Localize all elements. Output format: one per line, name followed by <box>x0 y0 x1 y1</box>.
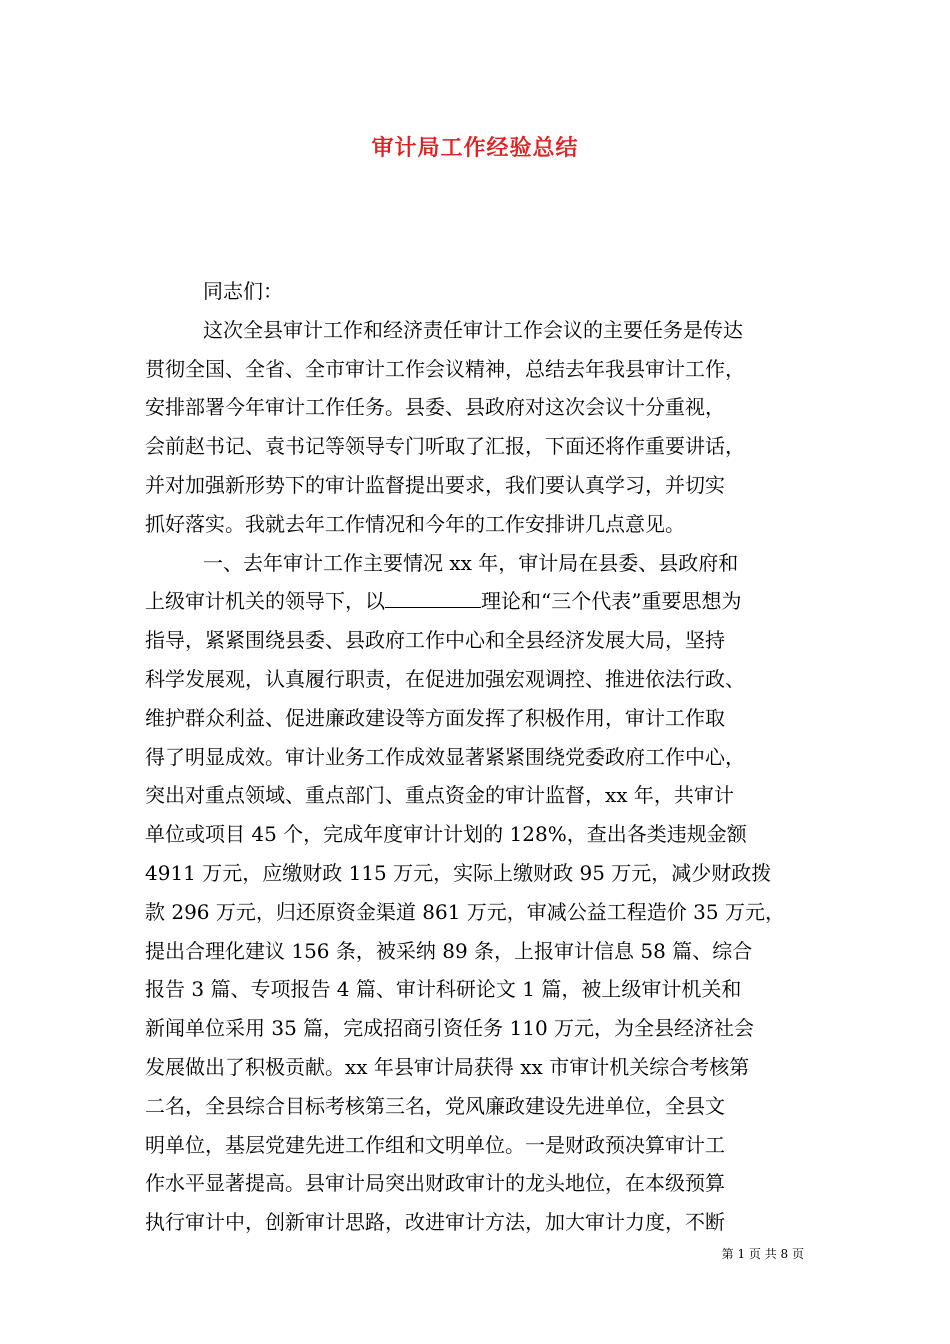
text-line: 提出合理化建议 156 条，被采纳 89 条，上报审计信息 58 篇、综合 <box>145 938 753 963</box>
text-line: 指导，紧紧围绕县委、县政府工作中心和全县经济发展大局，坚持 <box>145 628 725 653</box>
text-line-with-blank <box>145 582 805 621</box>
salutation-line: 同志们： <box>203 279 283 303</box>
text-line: 款 296 万元，归还原资金渠道 861 万元，审减公益工程造价 35 万元， <box>145 899 785 924</box>
text-line: 执行审计中，创新审计思路，改进审计方法，加大审计力度，不断 <box>145 1210 725 1235</box>
text-line: 二名，全县综合目标考核第三名，党风廉政建设先进单位，全县文 <box>145 1093 725 1118</box>
text-segment: 上级审计机关的领导下，以 <box>145 589 385 614</box>
text-line: 贯彻全国、全省、全市审计工作会议精神，总结去年我县审计工作， <box>145 356 745 381</box>
text-line: 安排部署今年审计工作任务。县委、县政府对这次会议十分重视， <box>145 395 725 420</box>
text-line: 单位或项目 45 个，完成年度审计计划的 128%，查出各类违规金额 <box>145 822 747 847</box>
text-line: 维护群众利益、促进廉政建设等方面发挥了积极作用，审计工作取 <box>145 705 725 730</box>
text-line: 作水平显著提高。县审计局突出财政审计的龙头地位，在本级预算 <box>145 1171 725 1196</box>
text-line: 4911 万元，应缴财政 115 万元，实际上缴财政 95 万元，减少财政拨 <box>145 860 772 885</box>
text-line: 报告 3 篇、专项报告 4 篇、审计科研论文 1 篇，被上级审计机关和 <box>145 977 742 1002</box>
section-heading-line: 一、去年审计工作主要情况 xx 年，审计局在县委、县政府和 <box>203 550 739 575</box>
text-line: 得了明显成效。审计业务工作成效显著紧紧围绕党委政府工作中心， <box>145 744 745 769</box>
text-line: 会前赵书记、袁书记等领导专门听取了汇报，下面还将作重要讲话， <box>145 434 745 459</box>
document-title: 审计局工作经验总结 <box>371 136 579 161</box>
page-number-footer: 第 1 页 共 8 页 <box>721 1247 804 1261</box>
text-line: 这次全县审计工作和经济责任审计工作会议的主要任务是传达 <box>203 317 743 342</box>
fill-in-blank <box>385 589 481 608</box>
text-line: 新闻单位采用 35 篇，完成招商引资任务 110 万元，为全县经济社会 <box>145 1016 755 1041</box>
text-line: 突出对重点领域、重点部门、重点资金的审计监督，xx 年，共审计 <box>145 783 734 808</box>
text-line: 科学发展观，认真履行职责，在促进加强宏观调控、推进依法行政、 <box>145 666 745 691</box>
text-line: 明单位，基层党建先进工作组和文明单位。一是财政预决算审计工 <box>145 1132 725 1157</box>
text-segment: 理论和“三个代表”重要思想为 <box>481 589 742 614</box>
text-line: 发展做出了积极贡献。xx 年县审计局获得 xx 市审计机关综合考核第 <box>145 1054 750 1079</box>
text-line: 抓好落实。我就去年工作情况和今年的工作安排讲几点意见。 <box>145 511 685 536</box>
document-body <box>145 272 805 1242</box>
text-line: 并对加强新形势下的审计监督提出要求，我们要认真学习，并切实 <box>145 472 725 497</box>
